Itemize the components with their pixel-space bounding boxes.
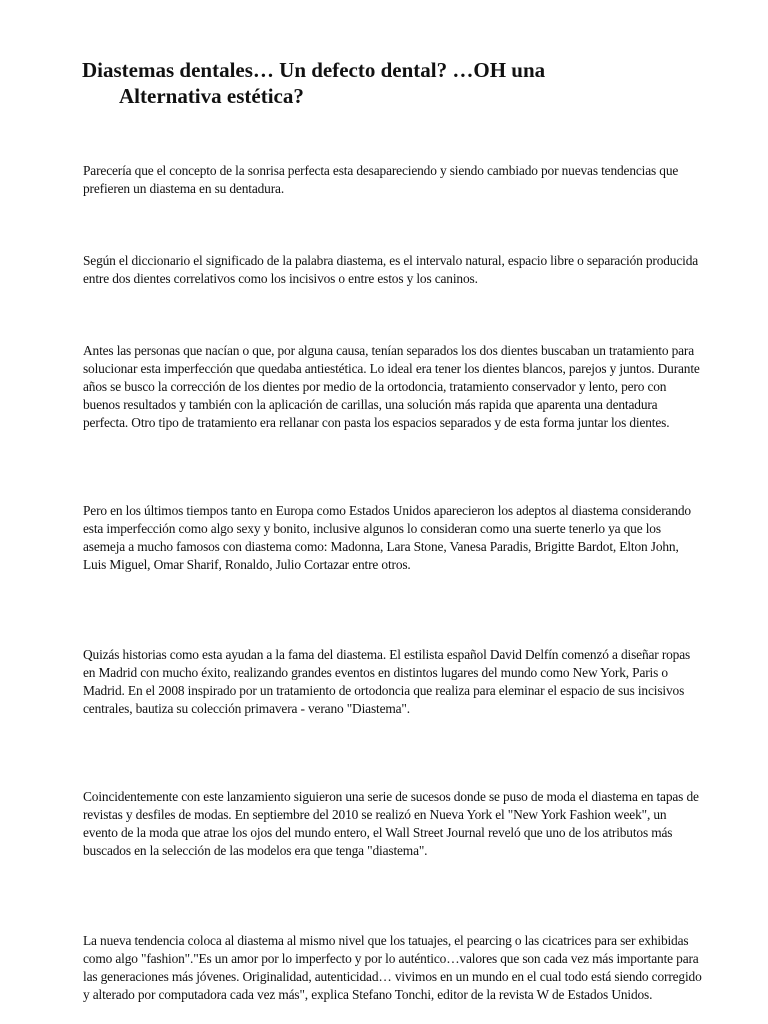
paragraph-1: Parecería que el concepto de la sonrisa perfecta esta desapareciendo y siendo cambiado por nuevas tendencias que prefieren un diastema en su dentadura.: [83, 163, 679, 196]
title-line-1: Diastemas dentales… Un defecto dental? …OH una: [82, 58, 546, 82]
paragraph-7: La nueva tendencia coloca al diastema al mismo nivel que los tatuajes, el pearcing o las cicatrices para ser exhibidas como algo "fashion"."Es un amor por lo imperfecto y por lo auténtico…valores que son cada vez más importante para las generaciones más jóvenes. Originalidad, autenticidad… vivimos en un mundo en el cual todo está siendo corregido y alterado por computadora cada vez más", explica Stefano Tonchi, editor de la revista W de Estados Unidos.: [83, 933, 702, 1002]
document-title: [82, 57, 702, 109]
paragraph-6: Coincidentemente con este lanzamiento siguieron una serie de sucesos donde se puso de moda el diastema en tapas de revistas y desfiles de modas. En septiembre del 2010 se realizó en Nueva York el "New York Fashion week", un evento de la moda que atrae los ojos del mundo entero, el Wall Street Journal reveló que uno de los atributos más buscados en la selección de las modelos era que tenga "diastema".: [83, 789, 699, 858]
paragraph-2: Según el diccionario el significado de la palabra diastema, es el intervalo natural, espacio libre o separación producida entre dos dientes correlativos como los incisivos o entre estos y los caninos.: [83, 253, 699, 286]
paragraph-4: Pero en los últimos tiempos tanto en Europa como Estados Unidos aparecieron los adeptos al diastema considerando esta imperfección como algo sexy y bonito, inclusive algunos lo consideran como una suerte tenerlo ya que los asemeja a mucho famosos con diastema como: Madonna, Lara Stone, Vanesa Paradis, Brigitte Bardot, Elton John, Luis Miguel, Omar Sharif, Ronaldo, Julio Cortazar entre otros.: [83, 503, 691, 572]
paragraph-5: Quizás historias como esta ayudan a la fama del diastema. El estilista español David Delfín comenzó a diseñar ropas en Madrid con mucho éxito, realizando grandes eventos en distintos lugares del mundo como New York, Paris o Madrid. En el 2008 inspirado por un tratamiento de ortodoncia que realiza para eleminar el espacio de sus incisivos centrales, bautiza su colección primavera - verano "Diastema".: [83, 647, 691, 716]
title-line-2: Alternativa estética?: [119, 84, 304, 108]
paragraph-3: Antes las personas que nacían o que, por alguna causa, tenían separados los dos dientes buscaban un tratamiento para solucionar esta imperfección que quedaba antiestética. Lo ideal era tener los dientes blancos, parejos y juntos. Durante años se busco la corrección de los dientes por medio de la ortodoncia, tratamiento conservador y lento, pero con buenos resultados y también con la aplicación de carillas, una solución más rapida que aparenta una dentadura perfecta. Otro tipo de tratamiento era rellanar con pasta los espacios separados y de esta forma juntar los dientes.: [83, 343, 700, 430]
